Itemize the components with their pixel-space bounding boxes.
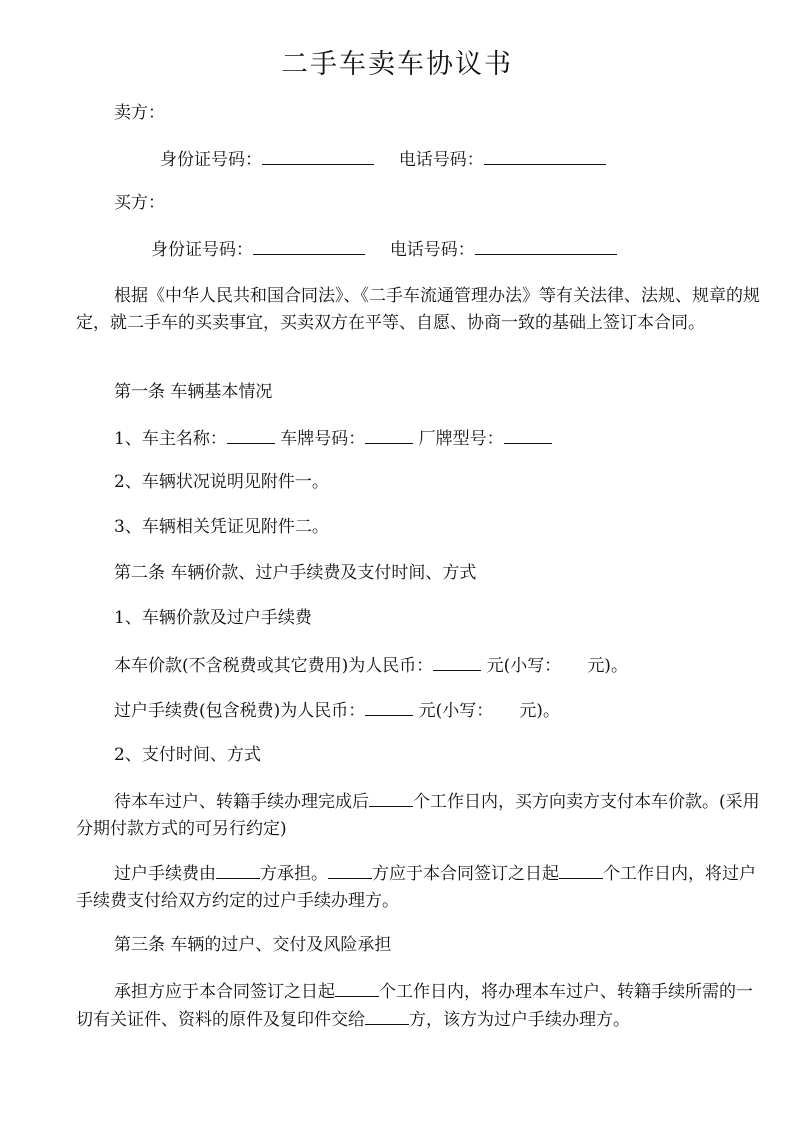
article3-part2: 个工作日内，将办理本车过户、转籍手续所需的一切有关证件、资料的原件及复印件交给	[76, 982, 753, 1030]
article2-sub2: 2、支付时间、方式	[114, 745, 261, 765]
fee-blank[interactable]	[365, 697, 413, 716]
article3-paragraph	[76, 978, 766, 1034]
price-middle: 元(小写：	[486, 656, 562, 676]
seller-phone-label: 电话号码：	[398, 150, 484, 170]
document-title: 二手车卖车协议书	[281, 49, 513, 80]
fee-suffix: 元)。	[519, 701, 560, 721]
fee-payment-paragraph	[76, 860, 766, 915]
fee-days-blank[interactable]	[559, 860, 603, 879]
payment-days-blank[interactable]	[369, 788, 413, 807]
price-prefix: 本车价款(不含税费或其它费用)为人民币：	[114, 656, 434, 676]
owner-name-blank[interactable]	[227, 425, 275, 444]
fee-payment-part1: 过户手续费由	[114, 864, 216, 884]
seller-id-label: 身份证号码：	[160, 150, 262, 170]
plate-number-blank[interactable]	[365, 425, 413, 444]
fee-prefix: 过户手续费(包含税费)为人民币：	[114, 701, 366, 721]
fee-payment-part4: 个工作日内，将过户手续费支付给双方约定的过户手续办理方。	[76, 864, 756, 911]
buyer-id-blank[interactable]	[253, 236, 365, 255]
article3-part3: 方，该方为过户手续办理方。	[409, 1010, 630, 1030]
fee-payment-part2: 方承担。	[260, 864, 328, 884]
owner-name-label: 1、车主名称：	[114, 429, 227, 449]
article3-days-blank[interactable]	[335, 978, 379, 997]
fee-middle: 元(小写：	[418, 701, 494, 721]
seller-label: 卖方：	[114, 103, 165, 123]
fee-payment-part3: 方应于本合同签订之日起	[372, 864, 559, 884]
seller-id-blank[interactable]	[262, 146, 374, 165]
seller-phone-blank[interactable]	[484, 146, 606, 165]
article2-sub1: 1、车辆价款及过户手续费	[114, 608, 312, 628]
payment-paragraph	[76, 788, 766, 843]
buyer-id-label: 身份证号码：	[151, 240, 253, 260]
payment-part2: 个工作日内，买方向卖方支付本车价款。(采用分期付款方式的可另行约定)	[76, 792, 760, 839]
fee-bearer-blank[interactable]	[216, 860, 260, 879]
fee-line	[114, 697, 560, 723]
buyer-phone-label: 电话号码：	[389, 240, 475, 260]
article2-heading: 第二条 车辆价款、过户手续费及支付时间、方式	[114, 563, 477, 583]
buyer-label: 买方：	[114, 193, 165, 213]
article1-heading: 第一条 车辆基本情况	[114, 382, 273, 402]
article3-party-blank[interactable]	[365, 1006, 409, 1025]
article1-item1	[114, 425, 552, 451]
fee-payer-blank[interactable]	[328, 860, 372, 879]
article3-heading: 第三条 车辆的过户、交付及风险承担	[114, 935, 392, 955]
article1-item2: 2、车辆状况说明见附件一。	[114, 472, 329, 492]
seller-info-line	[160, 146, 606, 172]
price-suffix: 元)。	[587, 656, 628, 676]
preamble-paragraph: 根据《中华人民共和国合同法》、《二手车流通管理办法》等有关法律、法规、规章的规定，就二手车的买卖事宜，买卖双方在平等、自愿、协商一致的基础上签订本合同。	[76, 286, 760, 333]
payment-part1: 待本车过户、转籍手续办理完成后	[114, 792, 369, 812]
price-blank[interactable]	[433, 652, 481, 671]
buyer-phone-blank[interactable]	[475, 236, 617, 255]
buyer-info-line	[151, 236, 617, 262]
brand-model-label: 厂牌型号：	[418, 429, 504, 449]
article3-part1: 承担方应于本合同签订之日起	[114, 982, 335, 1002]
plate-number-label: 车牌号码：	[280, 429, 366, 449]
brand-model-blank[interactable]	[504, 425, 552, 444]
price-line	[114, 652, 628, 678]
article1-item3: 3、车辆相关凭证见附件二。	[114, 517, 329, 537]
